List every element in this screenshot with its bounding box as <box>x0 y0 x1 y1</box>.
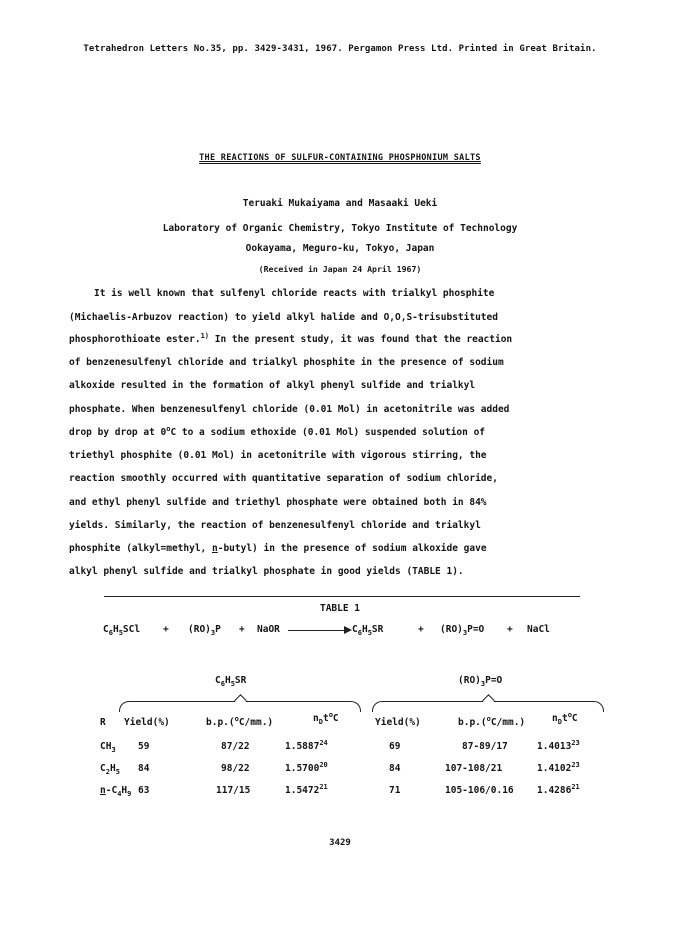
col-header-r: R <box>100 717 106 728</box>
col-header-bp: b.p.($^o$C/mm.) <box>458 714 526 728</box>
running-header: Tetrahedron Letters No.35, pp. 3429-3431, 1967. Pergamon Press Ltd. Printed in Great Britain. <box>83 44 597 54</box>
table-cell-refractive-index: 1.4286$^{21}$ <box>537 782 580 796</box>
plus-sign: + <box>507 624 513 635</box>
table-cell-refractive-index: 1.4013$^{23}$ <box>537 738 580 752</box>
col-header-refractive-index: $n_Dt^oC$ <box>313 710 339 726</box>
product-trialkyl-phosphate: $(RO)_3P=O$ <box>440 624 485 637</box>
affiliation-line-1: Laboratory of Organic Chemistry, Tokyo Institute of Technology <box>162 223 518 234</box>
table-cell-yield: 84 <box>389 763 401 774</box>
table-cell-bp: 105-106/0.16 <box>445 785 514 796</box>
col-header-yield: Yield(%) <box>124 717 170 728</box>
group-heading-phosphate: $(RO)_3P=O$ <box>458 675 503 688</box>
table-cell-bp: 87/22 <box>221 741 250 752</box>
col-header-bp: b.p.($^o$C/mm.) <box>206 714 274 728</box>
body-line: alkyl phenyl sulfide and trialkyl phosphate in good yields (TABLE 1). <box>69 566 464 577</box>
table-cell-r: $n-C_4H_9$ <box>100 785 132 798</box>
affiliation-line-2: Ookayama, Meguro-ku, Tokyo, Japan <box>245 243 435 254</box>
table-top-rule <box>104 596 580 597</box>
body-line: phosphorothioate ester.$^{1)}$ In the present study, it was found that the reaction <box>69 331 513 345</box>
received-date: (Received in Japan 24 April 1967) <box>258 264 422 274</box>
table-cell-bp: 107-108/21 <box>445 763 503 774</box>
table-caption: TABLE 1 <box>319 603 361 614</box>
plus-sign: + <box>163 624 169 635</box>
table-cell-yield: 63 <box>138 785 150 796</box>
body-line: and ethyl phenyl sulfide and triethyl phosphate were obtained both in 84% <box>69 497 487 508</box>
body-line: yields. Similarly, the reaction of benzenesulfenyl chloride and trialkyl <box>69 520 481 531</box>
body-line: reaction smoothly occurred with quantitative separation of sodium chloride, <box>69 473 498 484</box>
table-cell-bp: 117/15 <box>216 785 251 796</box>
article-title: THE REACTIONS OF SULFUR-CONTAINING PHOSPHONIUM SALTS <box>199 153 481 163</box>
footnote-ref: 1) <box>200 331 209 340</box>
plus-sign: + <box>239 624 245 635</box>
col-header-refractive-index: $n_Dt^oC$ <box>552 710 578 726</box>
body-line: alkoxide resulted in the formation of alkyl phenyl sulfide and trialkyl <box>69 380 476 391</box>
table-cell-bp: 98/22 <box>221 763 250 774</box>
table-cell-yield: 71 <box>389 785 401 796</box>
authors: Teruaki Mukaiyama and Masaaki Ueki <box>242 198 438 209</box>
reaction-arrow <box>288 630 350 631</box>
body-line: (Michaelis-Arbuzov reaction) to yield alkyl halide and O,O,S-trisubstituted <box>69 312 498 323</box>
group-brace-sulfide <box>119 701 361 712</box>
reactant-benzenesulfenyl-chloride: $C_6H_5SCl$ <box>103 624 141 637</box>
reactant-sodium-alkoxide: NaOR <box>257 624 280 635</box>
table-cell-refractive-index: 1.5700$^{20}$ <box>285 760 328 774</box>
product-alkyl-phenyl-sulfide: $C_6H_5SR$ <box>352 624 384 637</box>
group-heading-sulfide: $C_6H_5SR$ <box>215 675 247 688</box>
reactant-trialkyl-phosphite: $(RO)_3P$ <box>188 624 221 637</box>
table-cell-refractive-index: 1.4102$^{23}$ <box>537 760 580 774</box>
body-line: It is well known that sulfenyl chloride reacts with trialkyl phosphite <box>94 288 495 299</box>
table-cell-yield: 69 <box>389 741 401 752</box>
col-header-yield: Yield(%) <box>375 717 421 728</box>
table-cell-yield: 84 <box>138 763 150 774</box>
body-line: triethyl phosphite (0.01 Mol) in acetonitrile with vigorous stirring, the <box>69 450 487 461</box>
body-line: drop by drop at 0$^o$C to a sodium ethoxide (0.01 Mol) suspended solution of <box>69 424 486 438</box>
table-cell-refractive-index: 1.5887$^{24}$ <box>285 738 328 752</box>
table-cell-r: $CH_3$ <box>100 741 116 754</box>
body-line: phosphite (alkyl=methyl, n-butyl) in the presence of sodium alkoxide gave <box>69 543 487 554</box>
body-line: of benzenesulfenyl chloride and trialkyl phosphite in the presence of sodium <box>69 357 504 368</box>
table-cell-bp: 87-89/17 <box>462 741 508 752</box>
table-cell-yield: 59 <box>138 741 150 752</box>
page-number: 3429 <box>329 838 351 848</box>
plus-sign: + <box>418 624 424 635</box>
body-line: phosphate. When benzenesulfenyl chloride (0.01 Mol) in acetonitrile was added <box>69 404 510 415</box>
table-cell-r: $C_2H_5$ <box>100 763 120 776</box>
table-cell-refractive-index: 1.5472$^{21}$ <box>285 782 328 796</box>
product-sodium-chloride: NaCl <box>527 624 550 635</box>
